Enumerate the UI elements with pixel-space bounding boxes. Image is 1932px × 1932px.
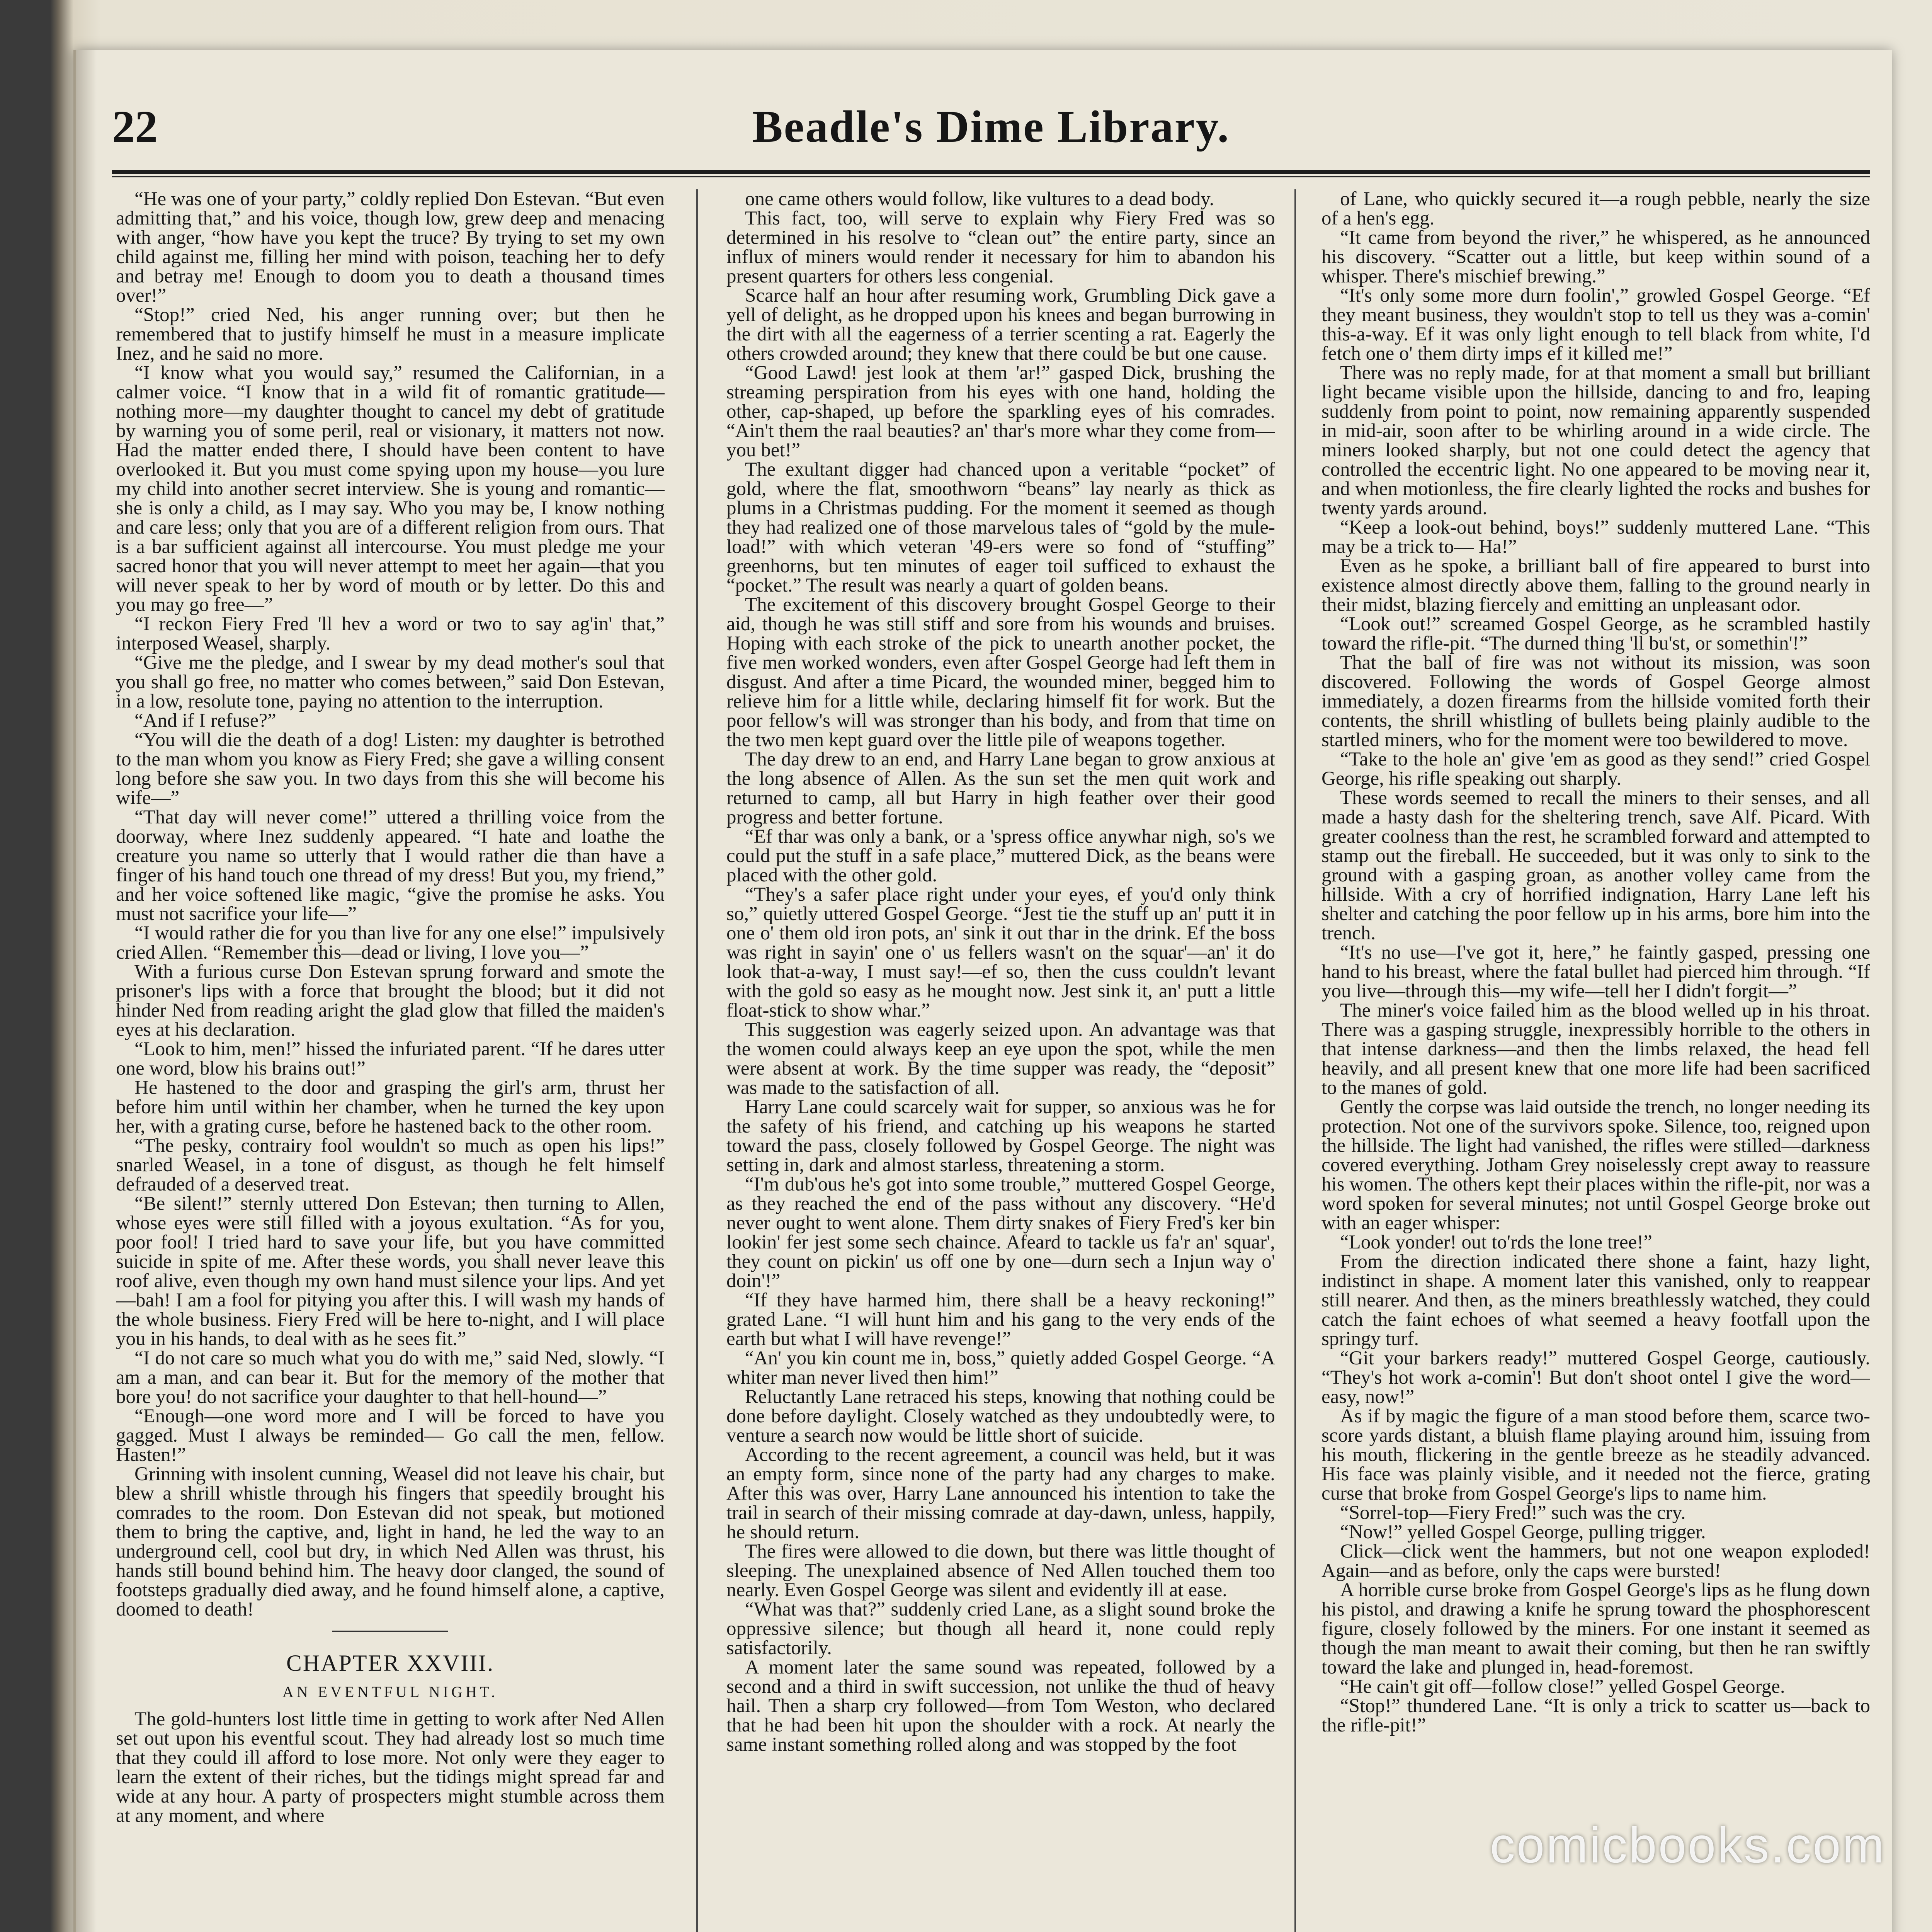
paragraph: “Git your barkers ready!” muttered Gospel George, cautiously. “They's hot work a-comin'! But don't shoot ontel I give the word—easy, now!” (1321, 1347, 1870, 1408)
paragraph: “He was one of your party,” coldly replied Don Estevan. “But even admitting that,” and his voice, though low, grew deep and menacing with anger, “how have you kept the truce? By trying to set my own child against me, filling her mind with poison, teaching her to defy and betray me! Enough to doom you to death a thousand times over!” (116, 189, 665, 306)
column-1-continued (116, 1709, 665, 1825)
paragraph: This suggestion was eagerly seized upon. An advantage was that the women could always keep an eye upon the spot, while the men were absent at work. By the time supper was ready, the “deposit” was made to the satisfaction of all. (726, 1019, 1275, 1099)
paragraph: “Now!” yelled Gospel George, pulling trigger. (1340, 1521, 1706, 1543)
paragraph: “It's only some more durn foolin',” growled Gospel George. “Ef they meant business, they wouldn't stop to tell us they was a-comin' this-a-way. Ef it was only light enough to tell black from white, I'd fetch one o' them dirty imps ef it killed me!” (1321, 285, 1870, 364)
paragraph: There was no reply made, for at that moment a small but brilliant light became visible upon the hillside, dancing to and fro, leaping suddenly from point to point, now remaining apparently suspended in mid-air, soon after to be whirling around in a wide circle. The miners looked sharply, but not one could detect the agency that controlled the eccentric light. No one appeared to be moving near it, and when motionless, the fire clearly lighted the rocks and bushes for twenty yards around. (1321, 362, 1870, 519)
paragraph: The exultant digger had chanced upon a veritable “pocket” of gold, where the flat, smoothworn “beans” lay nearly as thick as plums in a Christmas pudding. For the moment it seemed as though they had realized one of those marvelous tales of “gold by the mule-load!” with which veteran '49-ers were so fond of “stuffing” greenhorns, but ten minutes of eager toil sufficed to exhaust the “pocket.” The result was nearly a quart of golden beans. (726, 459, 1275, 596)
page-number: 22 (112, 101, 158, 152)
publication-title: Beadle's Dime Library. (752, 101, 1230, 152)
column-3 (1321, 189, 1870, 1932)
chapter-rule (332, 1631, 448, 1632)
chapter-subtitle: AN EVENTFUL NIGHT. (282, 1683, 498, 1701)
paragraph: The excitement of this discovery brought Gospel George to their aid, though he was still stiff and sore from his wounds and bruises. Hoping with each stroke of the pick to unearth another pocket, the five men worked wonders, even after Gospel George had left them in disgust. And after a time Picard, the wounded miner, begged him to relieve him for a little while, declaring himself fit for work. But the poor fellow's will was stronger than his body, and from that time on the two men kept guard over the little pile of weapons together. (726, 594, 1275, 751)
paragraph: “And if I refuse?” (134, 710, 276, 731)
paragraph: “I would rather die for you than live for any one else!” impulsively cried Allen. “Remember this—dead or living, I love you—” (116, 922, 665, 963)
paragraph: The fires were allowed to die down, but there was little thought of sleeping. The unexplained absence of Ned Allen touched them too nearly. Even Gospel George was silent and evidently ill at ease. (726, 1541, 1275, 1601)
column-1-body (116, 189, 665, 1619)
paragraph: “I reckon Fiery Fred 'll hev a word or two to say ag'in' that,” interposed Weasel, sharply. (116, 613, 665, 654)
paragraph: That the ball of fire was not without its mission, was soon discovered. Following the words of Gospel George almost immediately, a dozen firearms from the hillside vomited forth their contents, the shrill whistling of bullets being plainly audible to the startled miners, who for the moment were too bewildered to move. (1321, 652, 1870, 751)
watermark: comicbooks.com (1490, 1817, 1886, 1873)
column-2 (726, 189, 1275, 1932)
paragraph: one came others would follow, like vultures to a dead body. (745, 189, 1214, 210)
column-1 (116, 189, 665, 1932)
paragraph: “Enough—one word more and I will be forced to have you gagged. Must I always be reminded— Go call the men, fellow. Hasten!” (116, 1405, 665, 1466)
paragraph: “It came from beyond the river,” he whispered, as he announced his discovery. “Scatter out a little, but keep within sound of a whisper. There's mischief brewing.” (1321, 227, 1870, 287)
column-divider-2 (1294, 189, 1296, 1932)
paragraph: “You will die the death of a dog! Listen: my daughter is betrothed to the man whom you know as Fiery Fred; she gave a willing consent long before she saw you. In two days from this she will become his wife—” (116, 729, 665, 809)
paragraph: Even as he spoke, a brilliant ball of fire appeared to burst into existence almost directly above them, falling to the ground nearly in their midst, blazing fiercely and emitting an unpleasant odor. (1321, 555, 1870, 616)
paragraph: He hastened to the door and grasping the girl's arm, thrust her before him until within her chamber, when he turned the key upon her, with a grating curse, before he hastened back to the other room. (116, 1077, 665, 1137)
paragraph: “Ef thar was only a bank, or a 'spress office anywhar nigh, so's we could put the stuff in a safe place,” muttered Dick, as the beans were placed with the other gold. (726, 826, 1275, 886)
paragraph: “I do not care so much what you do with me,” said Ned, slowly. “I am a man, and can bear it. But for the memory of the mother that bore you! do not sacrifice your daughter to that hell-hound—” (116, 1347, 665, 1408)
paragraph: Gently the corpse was laid outside the trench, no longer needing its protection. Not one of the survivors spoke. Silence, too, reigned upon the hillside. The light had vanished, the rifles were stilled—darkness covered everything. Jotham Grey noiselessly crept away to reassure his women. The others kept their places within the rifle-pit, nor was a word spoken for several minutes; not until Gospel George broke out with an eager whisper: (1321, 1096, 1870, 1234)
paragraph: The gold-hunters lost little time in getting to work after Ned Allen set out upon his eventful scout. They had already lost so much time that they could ill afford to lose more. Not only were they eager to learn the extent of their riches, but the tidings might spread far and wide at any hour. A party of prospecters might stumble across them at any moment, and where (116, 1708, 665, 1827)
paragraph: “What was that?” suddenly cried Lane, as a slight sound broke the oppressive silence; but though all heard it, none could reply satisfactorily. (726, 1599, 1275, 1659)
paragraph: Scarce half an hour after resuming work, Grumbling Dick gave a yell of delight, as he dropped upon his knees and began burrowing in the dirt with all the eagerness of a terrier scenting a rat. Eagerly the others crowded around; they knew that there could be but one cause. (726, 285, 1275, 364)
paragraph: “Look to him, men!” hissed the infuriated parent. “If he dares utter one word, blow his brains out!” (116, 1038, 665, 1079)
paragraph: Reluctantly Lane retraced his steps, knowing that nothing could be done before daylight. Closely watched as they undoubtedly were, to venture a search now would be little short of suicide. (726, 1386, 1275, 1446)
paragraph: The day drew to an end, and Harry Lane began to grow anxious at the long absence of Allen. As the sun set the men quit work and returned to camp, all but Harry in high feather over their good progress and better fortune. (726, 748, 1275, 828)
paragraph: “He cain't git off—follow close!” yelled Gospel George. (1340, 1676, 1785, 1697)
paragraph: From the direction indicated there shone a faint, hazy light, indistinct in shape. A moment later this vanished, only to reappear still nearer. And then, as the miners breathlessly watched, they could catch the faint echoes of what seemed a heavy footfall upon the springy turf. (1321, 1251, 1870, 1350)
paragraph: These words seemed to recall the miners to their senses, and all made a hasty dash for the sheltering trench, save Alf. Picard. With greater coolness than the rest, he scrambled forward and attempted to stamp out the fireball. He succeeded, but it was only to sink to the ground with a gasping groan, as another volley came from the hillside. With a cry of horrified indignation, Harry Lane left his shelter and catching the poor fellow up in his arms, bore him into the trench. (1321, 787, 1870, 944)
chapter-heading: CHAPTER XXVIII. (286, 1650, 495, 1676)
paragraph: “If they have harmed him, there shall be a heavy reckoning!” grated Lane. “I will hunt him and his gang to the very ends of the earth but what I will have revenge!” (726, 1289, 1275, 1350)
paragraph: “Give me the pledge, and I swear by my dead mother's soul that you shall go free, no matter who comes between,” said Don Estevan, in a low, resolute tone, paying no attention to the interruption. (116, 652, 665, 712)
paragraph: According to the recent agreement, a council was held, but it was an empty form, since none of the party had any charges to make. After this was over, Harry Lane announced his intention to take the trail in search of their missing comrade at day-dawn, unless, happily, he should return. (726, 1444, 1275, 1543)
paragraph: “It's no use—I've got it, here,” he faintly gasped, pressing one hand to his breast, where the fatal bullet had pierced him through. “If you live—through this—my wife—tell her I didn't forgit—” (1321, 942, 1870, 1002)
paragraph: “Stop!” cried Ned, his anger running over; but then he remembered that to justify himself he must in a measure implicate Inez, and he said no more. (116, 304, 665, 364)
paragraph: “Keep a look-out behind, boys!” suddenly muttered Lane. “This may be a trick to— Ha!” (1321, 517, 1870, 558)
paragraph: A moment later the same sound was repeated, followed by a second and a third in swift succession, not unlike the thud of heavy hail. Then a sharp cry followed—from Tom Weston, who declared that he had been hit upon the shoulder with a rock. At nearly the same instant something rolled along and was stopped by the foot (726, 1656, 1275, 1755)
column-divider-1 (696, 189, 698, 1932)
paragraph: The miner's voice failed him as the blood welled up in his throat. There was a gasping struggle, inexpressibly horrible to the others in that intense darkness—and then the limbs relaxed, the head fell heavily, and all present knew that one more life had been sacrificed to the manes of gold. (1321, 1000, 1870, 1099)
paragraph: As if by magic the figure of a man stood before them, scarce two-score yards distant, a bluish flame playing around him, issuing from his mouth, flickering in the gentle breeze as he steadily advanced. His face was plainly visible, and it needed not the fierce, grating curse that broke from Gospel George's lips to name him. (1321, 1405, 1870, 1504)
paragraph: “Sorrel-top—Fiery Fred!” such was the cry. (1340, 1502, 1686, 1524)
paragraph: Harry Lane could scarcely wait for supper, so anxious was he for the safety of his friend, and catching up his weapons he started toward the pass, closely followed by Gospel George. The night was setting in, dark and almost starless, threatening a storm. (726, 1096, 1275, 1176)
paragraph: A horrible curse broke from Gospel George's lips as he flung down his pistol, and drawing a knife he sprung toward the phosphorescent figure, closely followed by the miners. For one instant it seemed as though the man meant to await their coming, but then he ran swiftly toward the lake and plunged in, head-foremost. (1321, 1579, 1870, 1678)
page-edge-shadow (73, 50, 97, 1932)
paragraph: “Look yonder! out to'rds the lone tree!” (1340, 1231, 1652, 1253)
running-head (112, 93, 1870, 174)
paragraph: Grinning with insolent cunning, Weasel did not leave his chair, but blew a shrill whistle through his fingers that speedily brought his comrades to the room. Don Estevan did not speak, but motioned them to bring the captive, and, light in hand, he led the way to an underground cell, cool but dry, in which Ned Allen was thrust, his hands still bound behind him. The heavy door clanged, the sound of footsteps gradually died away, and he found himself alone, a captive, doomed to death! (116, 1463, 665, 1620)
column-2-body (726, 189, 1275, 1754)
paragraph: “I'm dub'ous he's got into some trouble,” muttered Gospel George, as they reached the end of the pass without any discovery. “He'd never ought to went alone. Them dirty snakes of Fiery Fred's ker bin lookin' fer jest some sech chaince. Afeard to tackle us fa'r an' squar', they count on pickin' us off one by one—durn sech a Injun way o' doin'!” (726, 1173, 1275, 1292)
paragraph: This fact, too, will serve to explain why Fiery Fred was so determined in his resolve to “clean out” the entire party, since an influx of miners would render it necessary for him to abandon his present quarters for others less congenial. (726, 207, 1275, 287)
header-rule (112, 176, 1870, 177)
paragraph: “Look out!” screamed Gospel George, as he scrambled hastily toward the rifle-pit. “The durned thing 'll bu'st, or somethin'!” (1321, 613, 1870, 654)
paragraph: “Stop!” thundered Lane. “It is only a trick to scatter us—back to the rifle-pit!” (1321, 1695, 1870, 1736)
column-3-body (1321, 189, 1870, 1735)
paragraph: “Good Lawd! jest look at them 'ar!” gasped Dick, brushing the streaming perspiration from his eyes with one hand, holding the other, cap-shaped, up before the sparkling eyes of his comrades. “Ain't them the raal beauties? an' thar's more whar they come from—you bet!” (726, 362, 1275, 461)
paragraph: “The pesky, contrairy fool wouldn't so much as open his lips!” snarled Weasel, in a tone of disgust, as though he felt himself defrauded of a deserved treat. (116, 1135, 665, 1195)
paragraph: “They's a safer place right under your eyes, ef you'd only think so,” quietly uttered Gospel George. “Jest tie the stuff up an' putt it in one o' them old iron pots, an' sink it out thar in the drink. Ef the boss was right in sayin' one o' us fellers wasn't on the squar'—an' it do look that-a-way, I must say!—ef so, then the cuss couldn't levant with the gold so easy as he mought now. Jest sink it, an' putt a little float-stick to show whar.” (726, 884, 1275, 1021)
paragraph: “Be silent!” sternly uttered Don Estevan; then turning to Allen, whose eyes were still filled with a joyous exultation. “As for you, poor fool! I tried hard to save your life, but you have committed suicide in spite of me. After these words, you shall never leave this roof alive, even though my own hand must silence your lips. And yet—bah! I am a fool for pitying you after this. I will wash my hands of the whole business. Fiery Fred will be here to-night, and I will place you in his hands, to deal with as he sees fit.” (116, 1193, 665, 1350)
paragraph: of Lane, who quickly secured it—a rough pebble, nearly the size of a hen's egg. (1321, 189, 1870, 229)
paragraph: With a furious curse Don Estevan sprung forward and smote the prisoner's lips with a force that brought the blood; but it did not hinder Ned from reading aright the glad glow that filled the maiden's eyes at his declaration. (116, 961, 665, 1041)
paragraph: Click—click went the hammers, but not one weapon exploded! Again—and as before, only the caps were bursted! (1321, 1541, 1870, 1582)
paragraph: “Take to the hole an' give 'em as good as they send!” cried Gospel George, his rifle speaking out sharply. (1321, 748, 1870, 789)
paragraph: “I know what you would say,” resumed the Californian, in a calmer voice. “I know that in a wild fit of romantic gratitude—nothing more—my daughter thought to cancel my debt of gratitude by warning you of some peril, real or visionary, it matters not now. Had the matter ended there, I should have been content to have overlooked it. But you must come spying upon my house—you lure my child into another secret interview. She is young and romantic—she is only a child, as I may say. Who you may be, I know nothing and care less; only that you are of a different religion from ours. That is a bar sufficient against all intercourse. You must pledge me your sacred honor that you will never attempt to meet her again—that you will never speak to her by word of mouth or by letter. Do this and you may go free—” (116, 362, 665, 616)
paragraph: “That day will never come!” uttered a thrilling voice from the doorway, where Inez suddenly appeared. “I hate and loathe the creature you name so utterly that I would rather die than have a finger of his hand touch one thread of my dress! But you, my friend,” and her voice softened like magic, “give the promise he asks. You must not sacrifice your life—” (116, 806, 665, 925)
paragraph: “An' you kin count me in, boss,” quietly added Gospel George. “A whiter man never lived then him!” (726, 1347, 1275, 1388)
